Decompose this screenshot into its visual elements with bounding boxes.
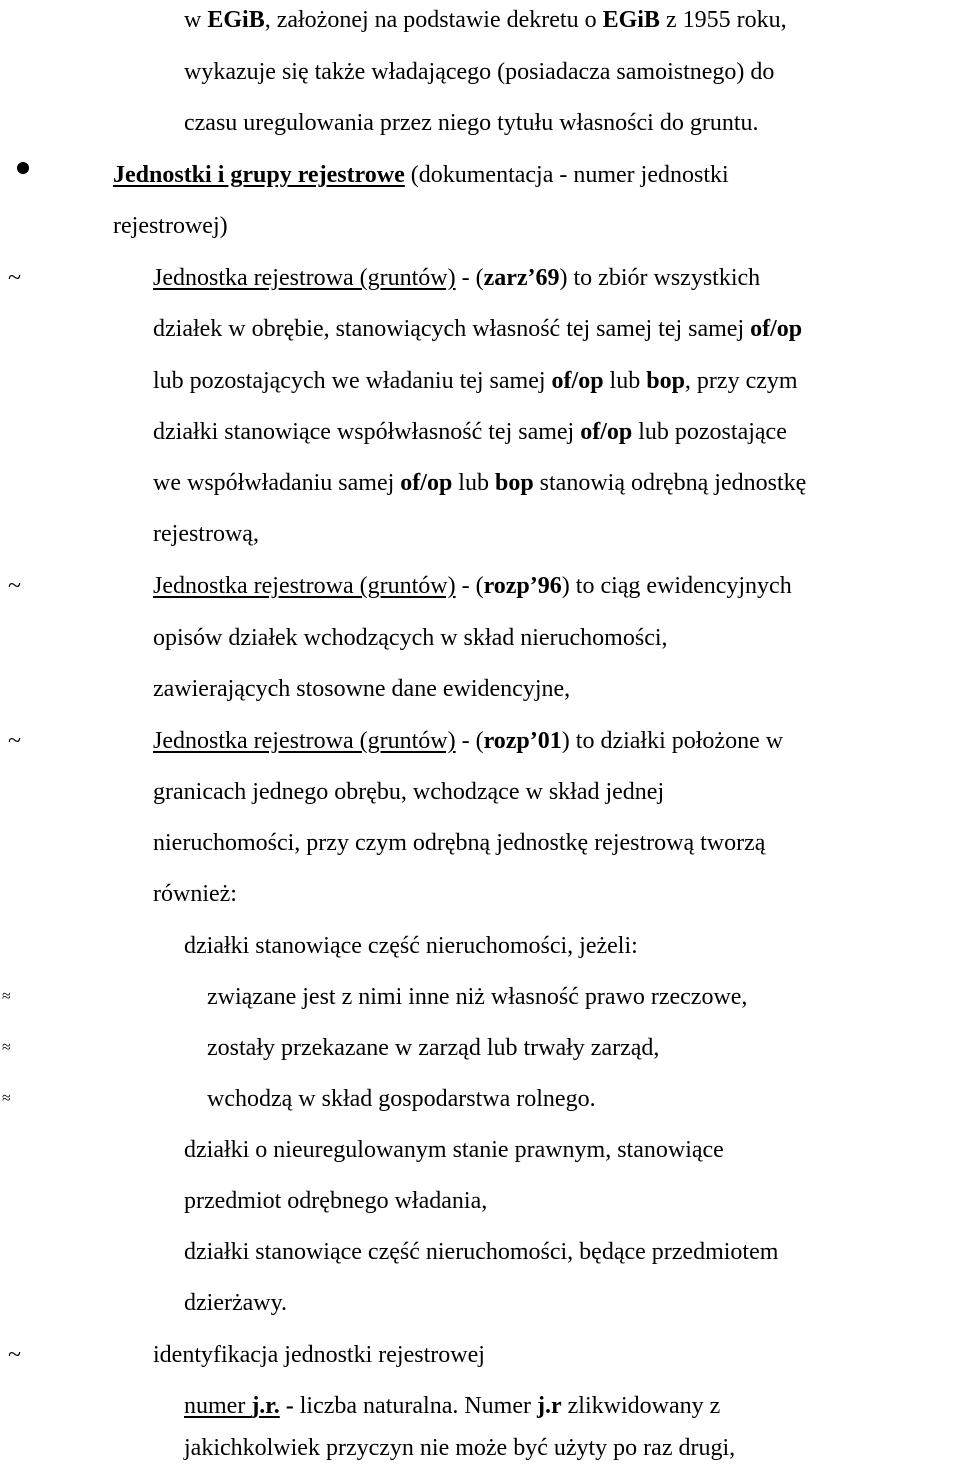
regulation-ref: rozp’96 — [483, 573, 562, 599]
def3-p2-line-1: działki o nieuregulowanym stanie prawnym, stanowiące — [184, 1137, 724, 1163]
term: of/op — [551, 368, 604, 394]
text: działki stanowiące współwłasność tej samej — [153, 419, 581, 445]
text: ) to zbiór wszystkich — [559, 265, 761, 291]
text: lub — [603, 368, 647, 394]
text: we współwładaniu samej — [153, 470, 401, 496]
term: of/op — [750, 316, 803, 342]
def1-line-5 — [153, 469, 806, 497]
def3-line-1 — [153, 727, 783, 755]
text: stanowią odrębną jednostkę — [533, 470, 807, 496]
condition-item: wchodzą w skład gospodarstwa rolnego. — [207, 1086, 596, 1112]
ident-line-2: jakichkolwiek przyczyn nie może być użyty po raz drugi, — [184, 1435, 736, 1461]
term: bop — [646, 368, 685, 394]
text: - ( — [455, 573, 484, 599]
tilde-marker-icon: ~ — [8, 573, 21, 599]
term: j.r — [537, 1393, 562, 1419]
text: w — [184, 7, 208, 33]
regulation-ref: zarz’69 — [483, 265, 560, 291]
text: z 1955 roku, — [659, 7, 787, 33]
definition-link[interactable]: Jednostka rejestrowa (gruntów) — [153, 265, 456, 291]
egib-term: EGiB — [602, 7, 660, 33]
text: - ( — [455, 728, 484, 754]
def2-line-2: opisów działek wchodzących w skład nieruchomości, — [153, 625, 668, 651]
dash: - — [285, 1393, 294, 1419]
def2-line-3: zawierających stosowne dane ewidencyjne, — [153, 676, 571, 702]
def3-p3-line-2: dzierżawy. — [184, 1290, 288, 1316]
def2-line-1 — [153, 572, 792, 600]
def3-p3-line-1: działki stanowiące część nieruchomości, będące przedmiotem — [184, 1239, 779, 1265]
text: działek w obrębie, stanowiących własność tej samej tej samej — [153, 316, 751, 342]
text: numer — [184, 1393, 252, 1419]
text: ) to działki położone w — [561, 728, 784, 754]
definition-link[interactable]: Jednostka rejestrowa (gruntów) — [153, 573, 456, 599]
text: lub — [452, 470, 495, 496]
def1-line-1 — [153, 264, 760, 292]
def1-line-3 — [153, 367, 798, 395]
text: - ( — [455, 265, 484, 291]
egib-term: EGiB — [207, 7, 265, 33]
intro-line-2: wykazuje się także władającego (posiadacza samoistnego) do — [184, 59, 775, 85]
intro-line-1 — [184, 6, 787, 34]
approx-marker-icon: ≈ — [2, 1090, 11, 1107]
text: zlikwidowany z — [561, 1393, 721, 1419]
def3-line-4: również: — [153, 881, 237, 907]
text: lub pozostających we władaniu tej samej — [153, 368, 552, 394]
condition-item: zostały przekazane w zarząd lub trwały zarząd, — [207, 1035, 660, 1061]
ident-title: identyfikacja jednostki rejestrowej — [153, 1342, 485, 1368]
text: , przy czym — [684, 368, 798, 394]
regulation-ref: rozp’01 — [483, 728, 562, 754]
approx-marker-icon: ≈ — [2, 1039, 11, 1056]
condition-item: związane jest z nimi inne niż własność prawo rzeczowe, — [207, 984, 748, 1010]
text: , założonej na podstawie dekretu o — [264, 7, 603, 33]
tilde-marker-icon: ~ — [8, 728, 21, 754]
ident-line-1 — [184, 1392, 720, 1420]
bullet-line-1 — [113, 161, 729, 189]
def3-sub-heading: działki stanowiące część nieruchomości, jeżeli: — [184, 933, 638, 959]
term: of/op — [580, 419, 633, 445]
text: ) to ciąg ewidencyjnych — [561, 573, 792, 599]
text: (dokumentacja - numer jednostki — [404, 162, 729, 188]
tilde-marker-icon: ~ — [8, 265, 21, 291]
term: of/op — [400, 470, 453, 496]
numer-jr-link[interactable] — [184, 1393, 280, 1419]
def3-line-3: nieruchomości, przy czym odrębną jednostkę rejestrową tworzą — [153, 830, 766, 856]
bullet-icon — [17, 162, 29, 174]
def3-p2-line-2: przedmiot odrębnego władania, — [184, 1188, 488, 1214]
approx-marker-icon: ≈ — [2, 988, 11, 1005]
def1-line-2 — [153, 315, 802, 343]
text: liczba naturalna. Numer — [293, 1393, 537, 1419]
term: bop — [494, 470, 534, 496]
tilde-marker-icon: ~ — [8, 1342, 21, 1368]
def3-line-2: granicach jednego obrębu, wchodzące w skład jednej — [153, 779, 665, 805]
text: lub pozostające — [632, 419, 787, 445]
def1-line-4 — [153, 418, 787, 446]
bullet-line-2: rejestrowej) — [113, 213, 228, 239]
def1-line-6: rejestrową, — [153, 521, 259, 547]
intro-line-3: czasu uregulowania przez niego tytułu własności do gruntu. — [184, 110, 759, 136]
definition-link[interactable]: Jednostka rejestrowa (gruntów) — [153, 728, 456, 754]
term: j.r. — [251, 1393, 280, 1419]
section-heading-link[interactable]: Jednostki i grupy rejestrowe — [113, 162, 405, 188]
